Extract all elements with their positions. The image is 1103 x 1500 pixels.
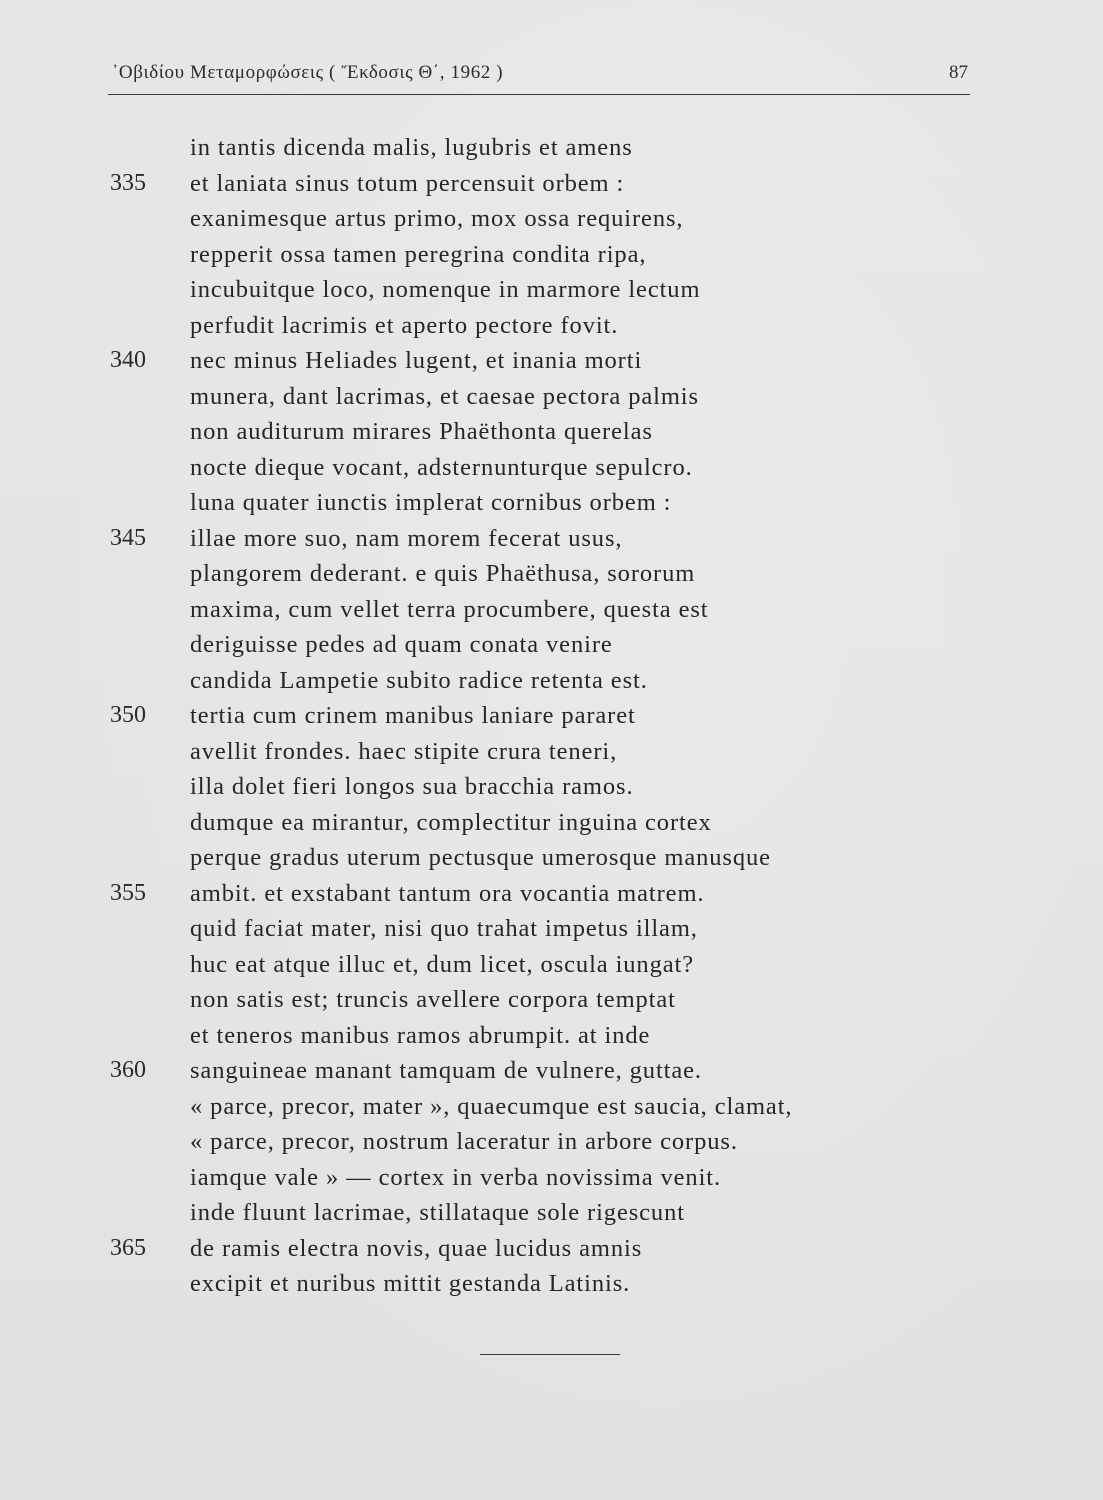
verse-line [0,343,1103,379]
verse-text: repperit ossa tamen peregrina condita ripa, [190,240,647,268]
verse-line [0,947,1103,983]
verse-text: exanimesque artus primo, mox ossa requirens, [190,205,684,232]
line-number: 365 [110,1234,146,1261]
verse-line [0,272,1103,308]
verse-line [0,1266,1103,1302]
verse-text: « parce, precor, nostrum laceratur in arbore corpus. [190,1128,738,1155]
verse-text: maxima, cum vellet terra procumbere, questa est [190,595,709,623]
verse-line [0,1018,1103,1054]
verse-text: quid faciat mater, nisi quo trahat impetus illam, [190,915,698,942]
line-number: 355 [110,879,146,906]
verse-text: deriguisse pedes ad quam conata venire [190,631,613,658]
verse-text: munera, dant lacrimas, et caesae pectora palmis [190,382,699,410]
verse-text: inde fluunt lacrimae, stillataque sole rigescunt [190,1199,685,1226]
verse-line [0,769,1103,805]
verse-text: illa dolet fieri longos sua bracchia ramos. [190,773,634,800]
verse-line [0,414,1103,450]
verse-text: non auditurum mirares Phaëthonta querelas [190,418,653,445]
verse-line [0,982,1103,1018]
verse-text: luna quater iunctis implerat cornibus orbem : [190,489,672,516]
verse-text: dumque ea mirantur, complectitur inguina cortex [190,808,712,836]
verse-text: nocte dieque vocant, adsternunturque sepulcro. [190,453,693,481]
line-number: 350 [110,702,146,728]
page-number: 87 [949,62,968,83]
verse-text: in tantis dicenda malis, lugubris et amens [190,134,633,161]
verse-line [0,1195,1103,1231]
verse-line [0,485,1103,521]
verse-text: tertia cum crinem manibus laniare pararet [190,702,636,729]
verse-text: ambit. et exstabant tantum ora vocantia matrem. [190,879,705,907]
closing-rule [480,1354,620,1355]
verse-line [0,592,1103,628]
verse-line [0,627,1103,663]
verse-line [0,201,1103,237]
verse-text: perque gradus uterum pectusque umerosque manusque [190,844,771,871]
line-number: 345 [110,524,146,551]
verse-text: de ramis electra novis, quae lucidus amnis [190,1234,643,1262]
verse-text: et laniata sinus totum percensuit orbem : [190,169,625,197]
verse-line [0,556,1103,592]
running-header [108,60,970,95]
verse-text: nec minus Heliades lugent, et inania morti [190,347,643,374]
verse-line [0,1124,1103,1160]
verse-line [0,450,1103,486]
verse-line [0,805,1103,841]
verse-line [0,876,1103,912]
verse-text: excipit et nuribus mittit gestanda Latinis. [190,1270,631,1297]
line-number: 340 [110,347,146,373]
verse-line [0,911,1103,947]
verse-block [0,130,1103,1302]
verse-text: et teneros manibus ramos abrumpit. at inde [190,1021,651,1049]
line-number: 335 [110,169,146,196]
verse-text: avellit frondes. haec stipite crura teneri, [190,737,618,765]
verse-line [0,166,1103,202]
verse-text: iamque vale » — cortex in verba novissima venit. [190,1163,722,1191]
verse-line [0,734,1103,770]
verse-line [0,308,1103,344]
verse-line [0,1160,1103,1196]
verse-line [0,1089,1103,1125]
verse-line [0,379,1103,415]
verse-text: non satis est; truncis avellere corpora temptat [190,986,676,1013]
verse-line [0,1231,1103,1267]
verse-line [0,130,1103,166]
verse-text: plangorem dederant. e quis Phaëthusa, sororum [190,560,696,587]
verse-line [0,521,1103,557]
verse-text: candida Lampetie subito radice retenta est. [190,666,648,694]
verse-line [0,663,1103,699]
verse-text: illae more suo, nam morem fecerat usus, [190,524,623,552]
verse-line [0,698,1103,734]
header-title: ᾿Οβιδίου Μεταμορφώσεις ( Ἔκδοσις Θ΄, 1962 ) [112,62,504,83]
line-number: 360 [110,1057,146,1083]
verse-text: sanguineae manant tamquam de vulnere, guttae. [190,1057,702,1084]
verse-text: huc eat atque illuc et, dum licet, oscula iungat? [190,950,694,978]
verse-line [0,840,1103,876]
verse-text: « parce, precor, mater », quaecumque est saucia, clamat, [190,1092,793,1120]
verse-line [0,1053,1103,1089]
verse-text: incubuitque loco, nomenque in marmore lectum [190,276,701,303]
verse-line [0,237,1103,273]
verse-text: perfudit lacrimis et aperto pectore fovit. [190,311,619,339]
